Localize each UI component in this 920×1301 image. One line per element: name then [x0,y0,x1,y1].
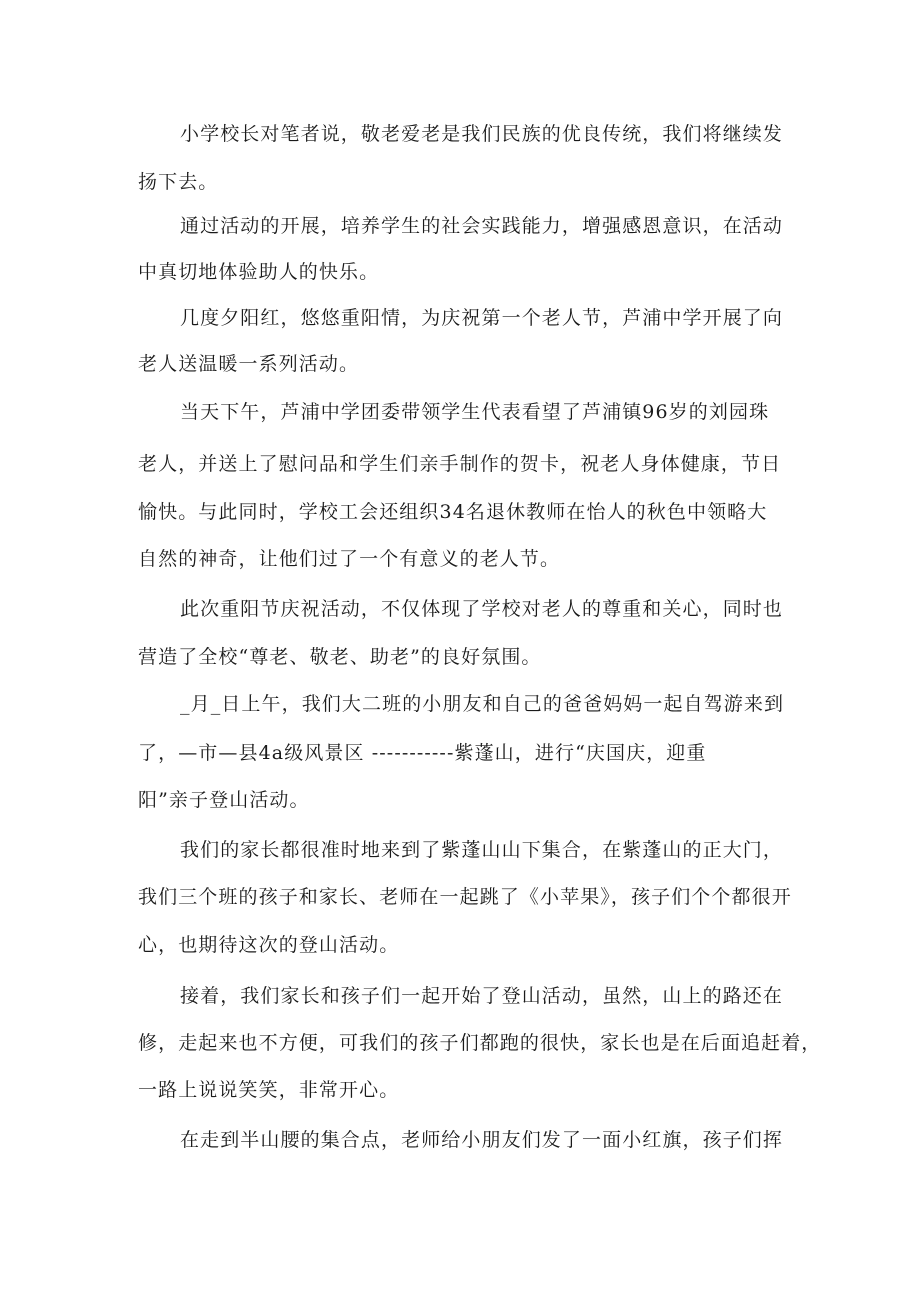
paragraph-line: 扬下去。 [138,171,219,193]
paragraph-line: 通过活动的开展，培养学生的社会实践能力，增强感恩意识，在活动 [180,215,784,237]
paragraph-line: 在走到半山腰的集合点，老师给小朋友们发了一面小红旗，孩子们挥 [180,1129,784,1151]
paragraph-line: 营造了全校“尊老、敬老、助老”的良好氛围。 [138,646,542,668]
paragraph-line: 一路上说说笑笑，非常开心。 [138,1079,400,1101]
paragraph-line: 阳”亲子登山活动。 [138,789,310,811]
paragraph-line: 自然的神奇，让他们过了一个有意义的老人节。 [138,548,561,570]
paragraph-line: 了，—市—县4a级风景区 -----------紫蓬山，进行“庆国庆，迎重 [138,742,707,764]
paragraph-line: 愉快。与此同时，学校工会还组织34名退休教师在怡人的秋色中领略大 [138,501,768,523]
paragraph-line: 小学校长对笔者说，敬老爱老是我们民族的优良传统，我们将继续发 [180,123,784,145]
paragraph-line: 此次重阳节庆祝活动，不仅体现了学校对老人的尊重和关心，同时也 [180,598,784,620]
paragraph-line: 心，也期待这次的登山活动。 [138,934,400,956]
paragraph-line: 修，走起来也不方便，可我们的孩子们都跑的很快，家长也是在后面追赶着， [138,1032,822,1054]
paragraph-line: 中真切地体验助人的快乐。 [138,261,380,283]
paragraph-line: 老人送温暖一系列活动。 [138,353,360,375]
paragraph-line: 接着，我们家长和孩子们一起开始了登山活动，虽然，山上的路还在 [180,985,784,1007]
paragraph-line: 我们的家长都很准时地来到了紫蓬山山下集合，在紫蓬山的正大门， [180,839,784,861]
paragraph-line: 老人，并送上了慰问品和学生们亲手制作的贺卡，祝老人身体健康，节日 [138,453,782,475]
paragraph-line: 几度夕阳红，悠悠重阳情，为庆祝第一个老人节，芦浦中学开展了向 [180,307,784,329]
paragraph-line: 我们三个班的孩子和家长、老师在一起跳了《小苹果》，孩子们个个都很开 [138,886,792,908]
paragraph-line: 当天下午，芦浦中学团委带领学生代表看望了芦浦镇96岁的刘园珠 [180,401,770,423]
paragraph-line: _月_日上午，我们大二班的小朋友和自己的爸爸妈妈一起自驾游来到 [180,693,785,715]
